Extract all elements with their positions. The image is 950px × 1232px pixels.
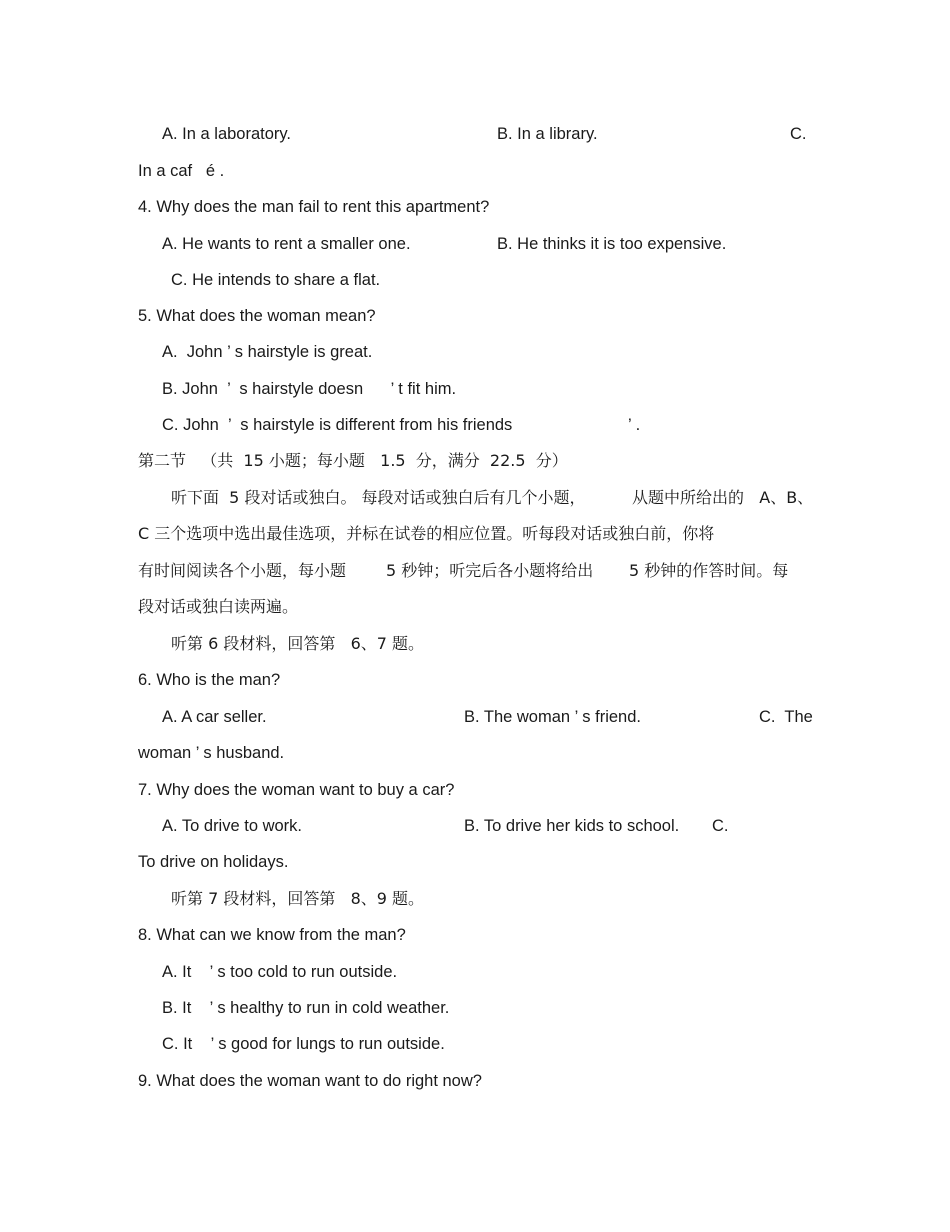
q3-option-c-letter: C.: [790, 125, 807, 143]
q9-question: 9. What does the woman want to do right now?: [138, 1072, 482, 1090]
q3-option-a: A. In a laboratory.: [162, 125, 292, 143]
q4-option-a: A. He wants to rent a smaller one.: [162, 235, 411, 253]
section2-heading: 第二节 （共 15 小题；每小题 1.5 分，满分 22.5 分）: [138, 451, 568, 470]
q5-option-a: A. John ’ s hairstyle is great.: [162, 343, 373, 361]
q7-option-b: B. To drive her kids to school.: [464, 817, 680, 835]
q5-option-c-end: ’ .: [628, 416, 641, 434]
q7-option-a: A. To drive to work.: [162, 817, 303, 835]
q4-option-b: B. He thinks it is too expensive.: [497, 235, 727, 253]
q3-option-b: B. In a library.: [497, 125, 598, 143]
q5-option-c: C. John ’ s hairstyle is different from his friends: [162, 416, 513, 434]
q7-question: 7. Why does the woman want to buy a car?: [138, 781, 455, 799]
q6-question: 6. Who is the man?: [138, 671, 281, 689]
passage-6-intro: 听第 6 段材料，回答第 6、7 题。: [171, 634, 425, 653]
q6-option-c-text: woman ’ s husband.: [138, 744, 285, 762]
q7-option-c-text: To drive on holidays.: [138, 853, 289, 871]
q4-question: 4. Why does the man fail to rent this apartment?: [138, 198, 490, 216]
section2-instructions-3b: 5 秒钟；听完后各小题将给出: [386, 561, 594, 580]
q8-option-b: B. It ’ s healthy to run in cold weather.: [162, 999, 450, 1017]
q4-option-c: C. He intends to share a flat.: [171, 271, 381, 289]
q5-option-b: B. John ’ s hairstyle doesn ’ t fit him.: [162, 380, 457, 398]
q6-option-c-letter: C. The: [759, 708, 813, 726]
section2-instructions-3a: 有时间阅读各个小题，每小题: [138, 561, 347, 580]
section2-instructions-4: 段对话或独白读两遍。: [138, 597, 299, 616]
q7-option-c-letter: C.: [712, 817, 729, 835]
q8-option-c: C. It ’ s good for lungs to run outside.: [162, 1035, 445, 1053]
section2-instructions-1a: 听下面 5 段对话或独白。 每段对话或独白后有几个小题，: [171, 488, 586, 507]
q6-option-b: B. The woman ’ s friend.: [464, 708, 641, 726]
section2-instructions-2: C 三个选项中选出最佳选项，并标在试卷的相应位置。听每段对话或独白前，你将: [138, 524, 715, 543]
q3-option-c-text: In a caf é .: [138, 162, 225, 180]
q8-option-a: A. It ’ s too cold to run outside.: [162, 963, 398, 981]
section2-instructions-1b: 从题中所给出的 A、B、: [632, 488, 814, 507]
q6-option-a: A. A car seller.: [162, 708, 267, 726]
q5-question: 5. What does the woman mean?: [138, 307, 376, 325]
q8-question: 8. What can we know from the man?: [138, 926, 406, 944]
passage-7-intro: 听第 7 段材料，回答第 8、9 题。: [171, 889, 425, 908]
section2-instructions-3c: 5 秒钟的作答时间。每: [629, 561, 789, 580]
